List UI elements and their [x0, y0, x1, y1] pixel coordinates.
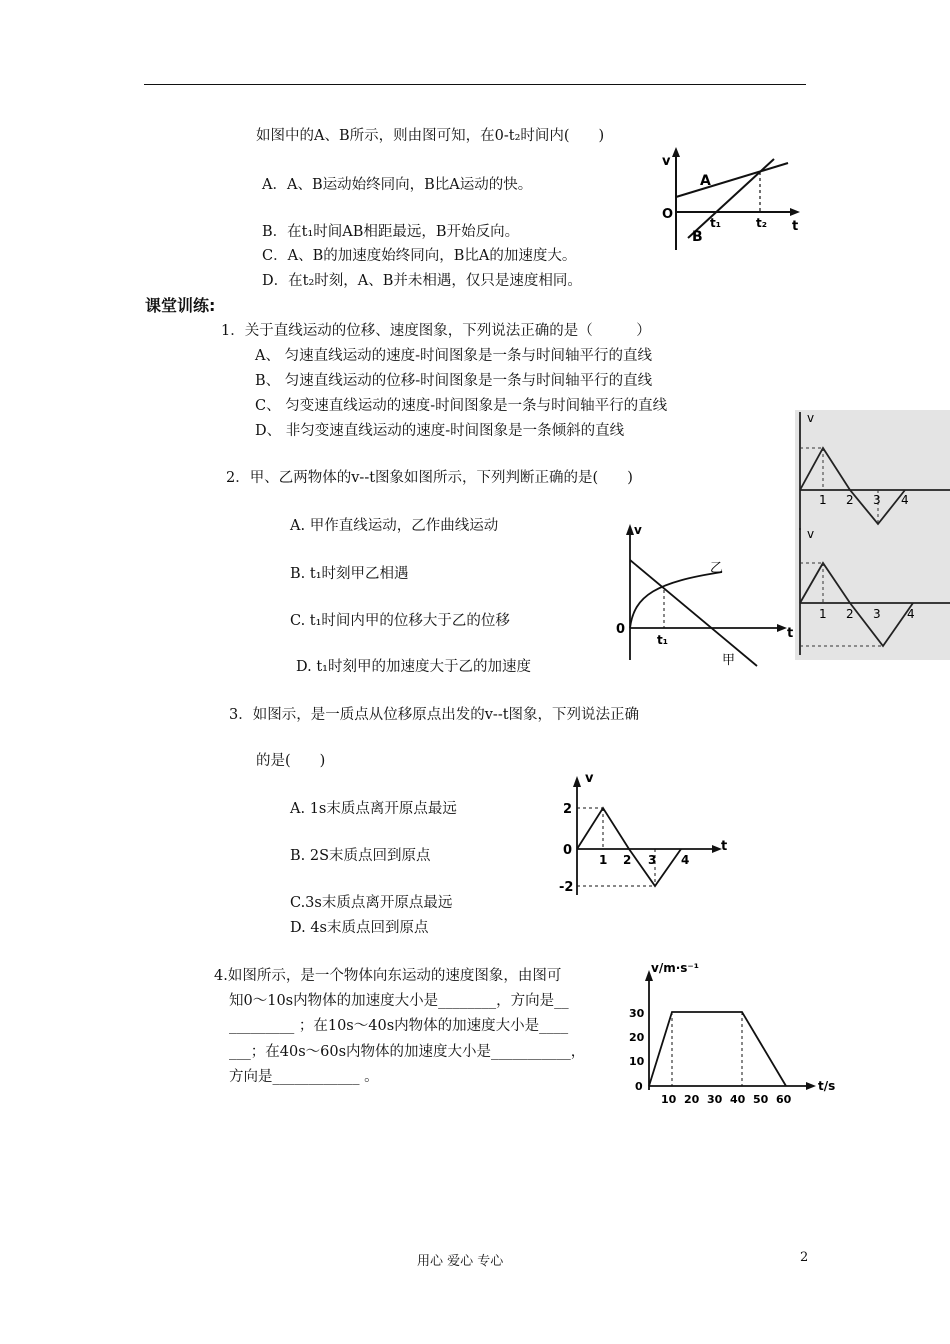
q4-fig-x-20: 20 — [684, 1093, 700, 1106]
intro-option-c: C．A、B的加速度始终同向，B比A的加速度大。 — [262, 248, 577, 264]
q4-fig-x-10: 10 — [661, 1093, 677, 1106]
q2-fig-o: 0 — [616, 622, 626, 637]
side-fig2-tick-2: 2 — [846, 607, 854, 621]
q4-fig-x-60: 60 — [776, 1093, 792, 1106]
q4-line-2: 知0～10s内物体的加速度大小是________，方向是__ — [229, 993, 569, 1009]
q3-option-c: C.3s末质点离开原点最远 — [290, 895, 453, 911]
intro-fig-t1: t₁ — [710, 216, 721, 230]
q1-option-d: D、 非匀变速直线运动的速度-时间图象是一条倾斜的直线 — [255, 423, 625, 439]
q4-fig-ylabel: v/m·s⁻¹ — [651, 961, 699, 975]
side-fig1-tick-4: 4 — [901, 493, 909, 507]
q3-fig-y-2: 2 — [563, 802, 573, 817]
q2-stem: 2．甲、乙两物体的v--t图象如图所示，下列判断正确的是( ) — [226, 470, 633, 486]
side-fig2-tick-3: 3 — [873, 607, 881, 621]
q4-figure — [626, 960, 851, 1105]
side-fig1-tick-2: 2 — [846, 493, 854, 507]
q4-fig-x-30: 30 — [707, 1093, 723, 1106]
q4-fig-x-40: 40 — [730, 1093, 746, 1106]
q2-option-d: D. t₁时刻甲的加速度大于乙的加速度 — [296, 659, 531, 675]
q2-fig-jia: 甲 — [722, 653, 736, 668]
q4-fig-y-20: 20 — [629, 1031, 645, 1044]
q2-fig-t1: t₁ — [657, 633, 668, 647]
section-title: 课堂训练: — [145, 296, 216, 315]
q1-option-c: C、 匀变速直线运动的速度-时间图象是一条与时间轴平行的直线 — [255, 398, 668, 414]
intro-option-b: B．在t₁时间AB相距最远，B开始反向。 — [262, 224, 520, 240]
q2-fig-t: t — [787, 626, 794, 641]
q1-stem: 1．关于直线运动的位移、速度图象，下列说法正确的是（ ） — [221, 323, 651, 339]
q3-figure — [555, 770, 745, 900]
q2-figure — [612, 520, 797, 670]
q3-fig-y-0: 0 — [563, 843, 573, 858]
q4-fig-x-50: 50 — [753, 1093, 769, 1106]
q3-fig-x-3: 3 — [648, 853, 657, 867]
intro-fig-t: t — [792, 219, 799, 234]
q2-option-a: A. 甲作直线运动，乙作曲线运动 — [290, 518, 499, 534]
header-rule — [144, 84, 806, 85]
intro-fig-o: O — [662, 207, 674, 222]
intro-figure — [650, 145, 810, 265]
intro-option-a: A．A、B运动始终同向，B比A运动的快。 — [262, 177, 533, 193]
q3-option-d: D. 4s末质点回到原点 — [290, 920, 429, 936]
q3-fig-x-1: 1 — [599, 853, 608, 867]
q4-fig-y-30: 30 — [629, 1007, 645, 1020]
q4-line-5: 方向是____________ 。 — [229, 1069, 379, 1085]
q3-option-a: A. 1s末质点离开原点最远 — [290, 801, 457, 817]
q1-option-b: B、 匀速直线运动的位移-时间图象是一条与时间轴平行的直线 — [255, 373, 653, 389]
intro-stem: 如图中的A、B所示，则由图可知，在0-t₂时间内( ) — [256, 128, 605, 144]
q4-fig-xlabel: t/s — [818, 1079, 836, 1093]
q2-option-c: C. t₁时间内甲的位移大于乙的位移 — [290, 613, 510, 629]
side-fig1-v: v — [807, 411, 815, 425]
intro-fig-b: B — [692, 229, 703, 245]
q3-fig-x-2: 2 — [623, 853, 632, 867]
q2-option-b: B. t₁时刻甲乙相遇 — [290, 566, 409, 582]
q3-fig-v: v — [585, 771, 594, 786]
side-fig2-v: v — [807, 527, 815, 541]
footer-slogan: 用心 爱心 专心 — [417, 1254, 504, 1269]
intro-option-d: D．在t₂时刻，A、B并未相遇，仅只是速度相同。 — [262, 273, 582, 289]
side-figures — [795, 410, 950, 660]
q4-fig-y-10: 10 — [629, 1055, 645, 1068]
q3-fig-x-4: 4 — [681, 853, 690, 867]
q3-fig-t: t — [721, 839, 728, 854]
q4-line-3: _________ ；在10s～40s内物体的加速度大小是____ — [229, 1018, 569, 1034]
side-fig1-tick-3: 3 — [873, 493, 881, 507]
q1-option-a: A、 匀速直线运动的速度-时间图象是一条与时间轴平行的直线 — [255, 348, 652, 364]
side-fig1-tick-1: 1 — [819, 493, 827, 507]
q4-line-4: ___；在40s～60s内物体的加速度大小是___________， — [229, 1044, 586, 1060]
intro-fig-a: A — [700, 173, 711, 189]
q3-stem-2: 的是( ) — [256, 753, 326, 769]
page-number: 2 — [800, 1250, 809, 1265]
side-fig2-tick-1: 1 — [819, 607, 827, 621]
side-fig2-tick-4: 4 — [907, 607, 915, 621]
q4-line-1: 4.如图所示，是一个物体向东运动的速度图象，由图可 — [214, 968, 562, 984]
intro-fig-v: v — [662, 154, 671, 169]
q2-fig-v: v — [634, 523, 642, 537]
q3-fig-y-neg2: -2 — [559, 880, 574, 895]
q2-fig-yi: 乙 — [710, 561, 724, 576]
intro-fig-t2: t₂ — [756, 216, 767, 230]
q3-stem-1: 3．如图示，是一质点从位移原点出发的v--t图象，下列说法正确 — [229, 707, 640, 723]
q4-fig-y-0: 0 — [635, 1080, 643, 1093]
q3-option-b: B. 2S末质点回到原点 — [290, 848, 431, 864]
